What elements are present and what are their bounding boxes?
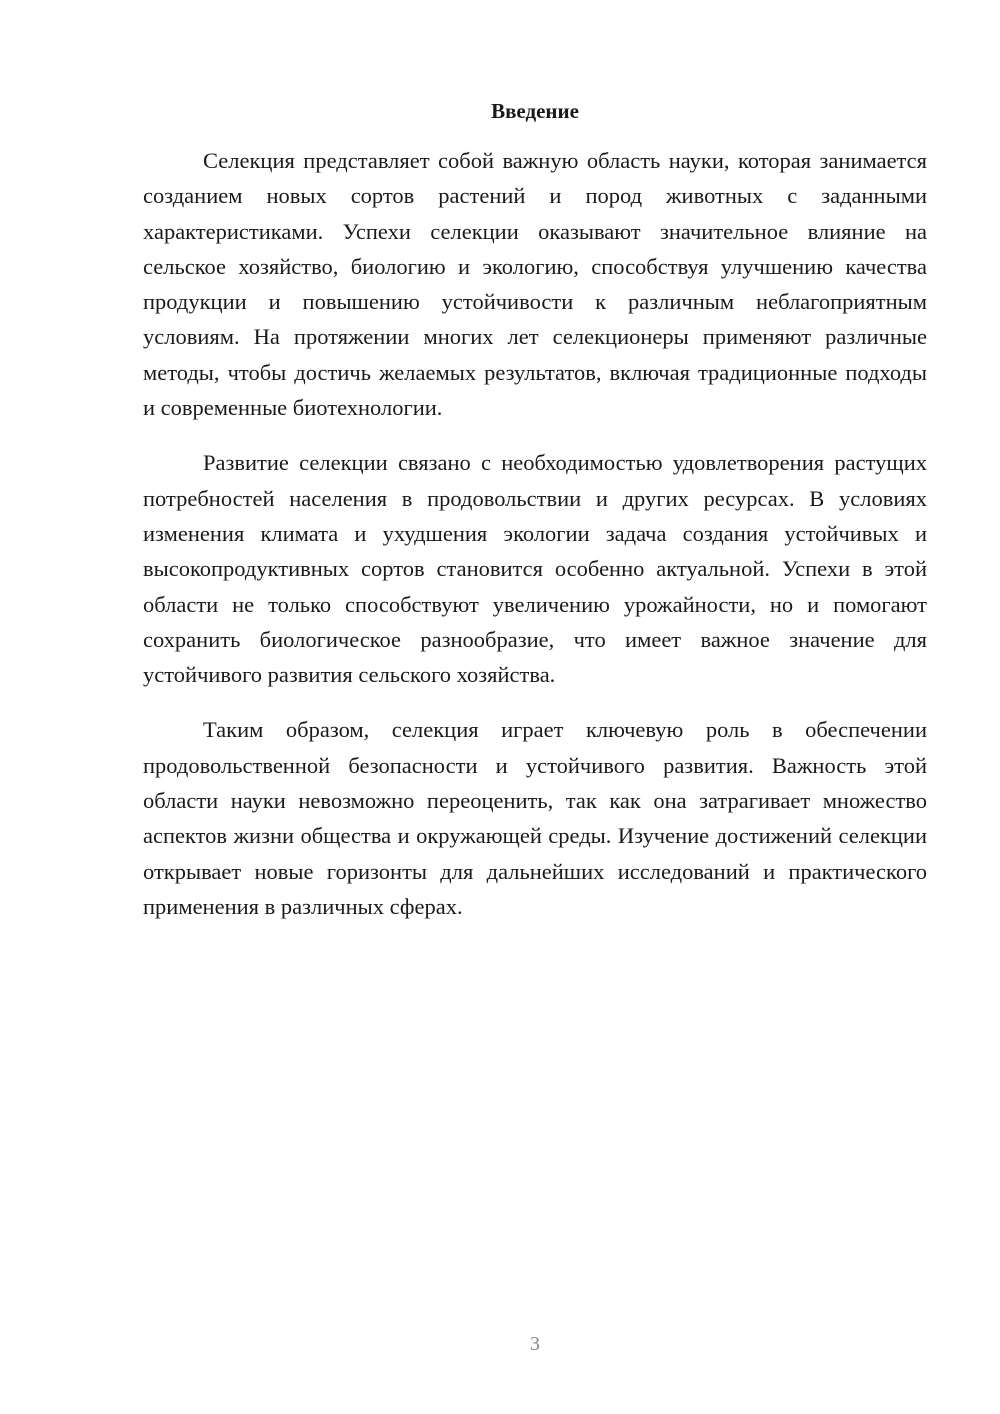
paragraph-3: Таким образом, селекция играет ключевую роль в обеспечении продовольственной безопасности и устойчивого развития. Важность этой области науки невозможно переоценить, так как она затрагивает множество аспектов жизни общества и окружающей среды. Изучение достижений селекции открывает новые горизонты для дальнейших исследований и практического применения в различных сферах. (143, 717, 927, 919)
section-title: Введение (491, 99, 579, 123)
body-text (143, 143, 927, 944)
paragraph-1: Селекция представляет собой важную область науки, которая занимается созданием новых сортов растений и пород животных с заданными характеристиками. Успехи селекции оказывают значительное влияние на сельское хозяйство, биологию и экологию, способствуя улучшению качества продукции и повышению устойчивости к различным неблагоприятным условиям. На протяжении многих лет селекционеры применяют различные методы, чтобы достичь желаемых результатов, включая традиционные подходы и современные биотехнологии. (143, 148, 927, 421)
paragraph-2: Развитие селекции связано с необходимостью удовлетворения растущих потребностей населения в продовольствии и других ресурсах. В условиях изменения климата и ухудшения экологии задача создания устойчивых и высокопродуктивных сортов становится особенно актуальной. Успехи в этой области не только способствуют увеличению урожайности, но и помогают сохранить биологическое разнообразие, что имеет важное значение для устойчивого развития сельского хозяйства. (143, 450, 927, 688)
page-number: 3 (530, 1333, 540, 1355)
